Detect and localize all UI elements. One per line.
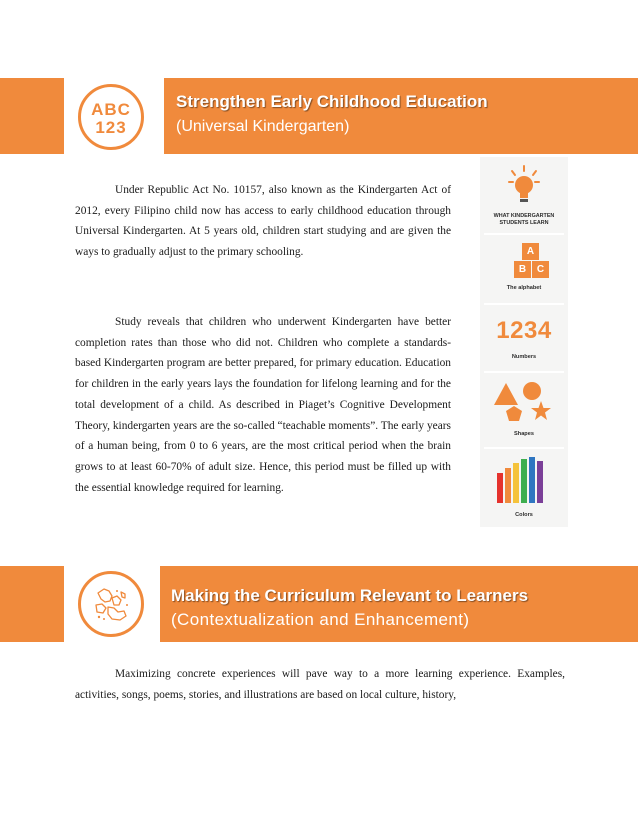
paragraph-text: Maximizing concrete experiences will pave way to a more learning experience. Examples, activities, songs, poems, stories, and illustrations are based on local culture, history,: [75, 668, 565, 701]
divider: [484, 371, 564, 373]
lightbulb-icon: [508, 165, 540, 209]
color-bar-red: [497, 473, 503, 503]
paragraph-text: Study reveals that children who underwent Kindergarten have better completion rates than those who did not. Children who complete a standards-based Kindergarten program are better prepared, for primary education. Education for children in the early years lays the foundation for lifelong learning and for the total development of a child. As described in Piaget’s Cognitive Development Theory, kindergarten years are the so-called “teachable moments”. The early years of a human being, from 0 to 6 years, are the most critical period when the brain grows to at least 60-70% of adult size. Hence, this period must be filled up with the essential knowledge required for learning.: [75, 316, 451, 494]
divider: [484, 447, 564, 449]
philippines-map-icon: [90, 583, 132, 625]
color-bar-orange: [505, 468, 511, 503]
color-bar-green: [521, 459, 527, 503]
shapes-label: Shapes: [514, 431, 534, 437]
logo-abc-text: ABC: [91, 100, 131, 119]
colors-label: Colors: [515, 512, 533, 518]
paragraph-text: Under Republic Act No. 10157, also known as the Kindergarten Act of 2012, every Filipino child now has access to early childhood education through Universal Kindergarten. At 5 years old, children start studying and are given the ways to gradually adjust to the primary schooling.: [75, 184, 451, 259]
color-bars-icon: [497, 457, 553, 503]
alphabet-block-c: C: [532, 261, 549, 278]
alphabet-label: The alphabet: [506, 285, 542, 291]
color-bar-purple: [537, 461, 543, 503]
philippines-map-logo: [78, 571, 144, 637]
section1-subtitle: (Universal Kindergarten): [176, 118, 350, 135]
infographic-heading: WHAT KINDERGARTEN STUDENTS LEARN: [493, 213, 555, 226]
numbers-label: Numbers: [511, 354, 537, 360]
color-bar-blue: [529, 457, 535, 503]
section2-title: Making the Curriculum Relevant to Learners: [171, 586, 529, 605]
section1-title: Strengthen Early Childhood Education: [176, 92, 488, 111]
section2-paragraph-1: [75, 664, 565, 705]
alphabet-block-a: A: [522, 243, 539, 260]
section1-paragraph-1: [75, 180, 451, 263]
logo-123-text: 123: [95, 118, 127, 137]
color-bar-yellow: [513, 463, 519, 503]
divider: [484, 233, 564, 235]
kindergarten-infographic: [480, 157, 568, 527]
divider: [484, 303, 564, 305]
section2-subtitle: (Contextualization and Enhancement): [171, 610, 470, 629]
numbers-graphic: 1234: [496, 317, 552, 344]
alphabet-block-b: B: [514, 261, 531, 278]
shapes-icon: [492, 379, 556, 425]
section1-paragraph-2: [75, 312, 451, 498]
abc-123-logo: [78, 84, 144, 150]
